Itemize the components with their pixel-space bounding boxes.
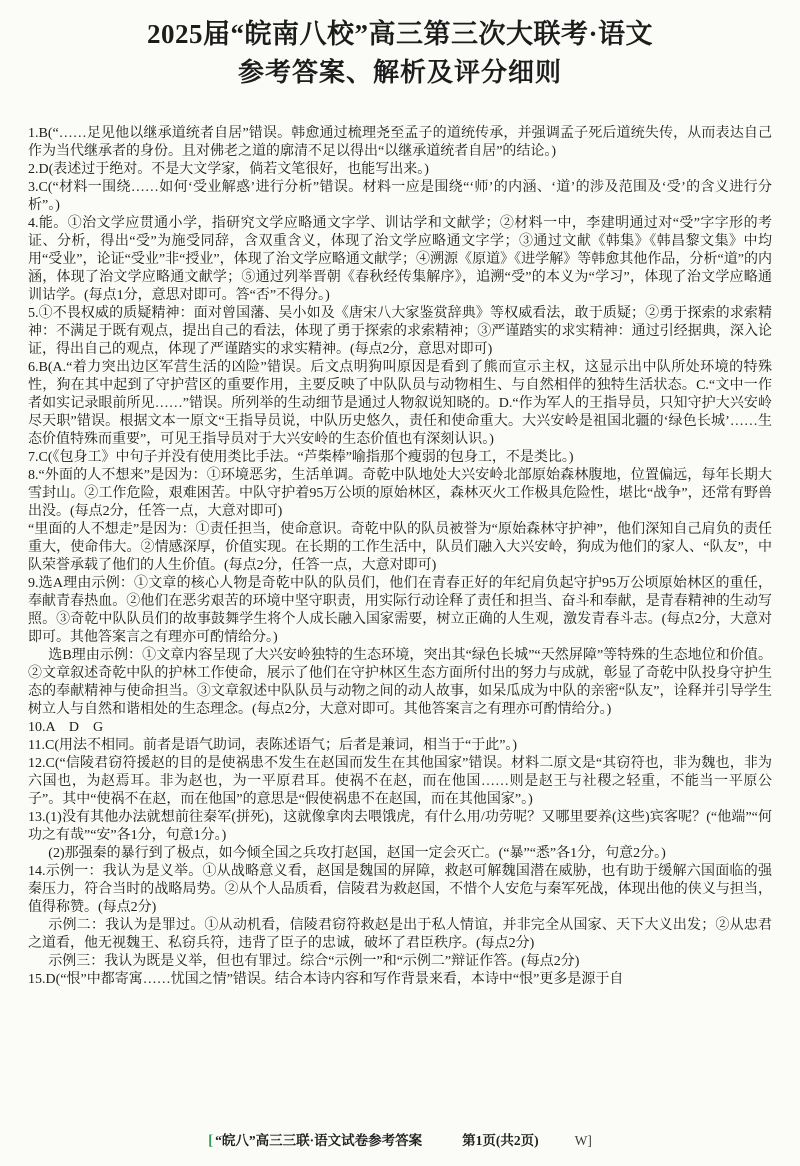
answer-number: 14. <box>28 864 46 880</box>
answer-number: 8. <box>28 468 39 484</box>
answer-1: 1.B(“……足见他以继承道统者自居”错误。韩愈通过梳理尧至孟子的道统传承，并强调孟子死后道统失传，从而表达自己作为当代继承者的身份。且对佛老之道的廓清不足以得出“以继承道统者自居”的结论。) <box>28 126 772 160</box>
answer-2: 2.D(表述过于绝对。不是大文学家，倘若文笔很好，也能写出来。) <box>28 162 429 178</box>
answer-9-p2: 选B理由示例：①文章内容呈现了大兴安岭独特的生态环境，突出其“绿色长城”“天然屏障”等特殊的生态地位和价值。②文章叙述奇乾中队的护林工作使命，展示了他们在守护林区生态方面所付出的努力与成就，彰显了奇乾中队投身守护生态的奉献精神与使命担当。③文章叙述中队队员与动物之间的动人故事，如呆瓜成为中队的亲密“队友”，诠释并引导学生树立人与自然和谐相处的生态理念。(每点2分，大意对即可。其他答案言之有理亦可酌情给分。) <box>28 648 772 718</box>
answer-10: 10.A D G <box>28 720 104 736</box>
answer-15: 15.D(“恨”中都寄寓……忧国之情”错误。结合本诗内容和写作背景来看，本诗中“恨”更多是源于自 <box>28 972 624 988</box>
answer-14-p1: 14.示例一：我认为是义举。①从战略意义看，赵国是魏国的屏障，救赵可解魏国潜在威胁，也有助于缓解六国面临的强秦压力，符合当时的战略局势。②从个人品质看，信陵君为救赵国，不惜个人安危与秦军死战，体现出他的侠义与担当，值得称赞。(每点2分) <box>28 864 772 916</box>
answer-3: 3.C(“材料一围绕……如何‘受业解惑’进行分析”错误。材料一应是围绕“‘师’的内涵、‘道’的涉及范围及‘受’的含义进行分析”。) <box>28 180 772 214</box>
page-footer <box>0 1129 800 1150</box>
answer-number: 1. <box>28 126 39 142</box>
answer-number: 11. <box>28 738 45 754</box>
answer-7: 7.C(《包身工》中句子并没有使用类比手法。“芦柴棒”喻指那个瘦弱的包身工，不是类比。) <box>28 450 574 466</box>
answer-11: 11.C(用法不相同。前者是语气助词，表陈述语气；后者是兼词，相当于“于此”。) <box>28 738 518 754</box>
answer-6: 6.B(A.“着力突出边区军营生活的凶险”错误。后文点明狗叫原因是看到了熊而宣示主权，这显示出中队所处环境的特殊性，狗在其中起到了守护营区的重要作用，主要反映了中队队员与动物相生、与自然相伴的独特生活状态。C.“文中一作者如实记录眼前所见……”错误。所列举的生动细节是通过人物叙说知晓的。D.“作为军人的王指导员，只知守护大兴安岭尽天职”错误。根据文本一原文“王指导员说，中队历史悠久，责任和使命重大。大兴安岭是祖国北疆的‘绿色长城’……生态价值特殊而重要”，可见王指导员对于大兴安岭的生态价值也有深刻认识。) <box>28 360 772 448</box>
answer-number: 4. <box>28 216 39 232</box>
footer-watermark: W] <box>574 1133 592 1148</box>
answer-4: 4.能。①治文学应贯通小学，指研究文学应略通文字学、训诂学和文献学；②材料一中，李建明通过对“受”字字形的考证、分析，得出“受”为施受同辞，含双重含义，体现了治文学应略通文字学；③通过文献《韩集》《韩昌黎文集》中均用“受业”，论证“受业”非“授业”，体现了治文学应略通文献学；④溯源《原道》《进学解》等韩愈其他作品，分析“道”的内涵，体现了治文学应略通文献学；⑤通过列举晋朝《春秋经传集解序》，追溯“受”的本义为“学习”，体现了治文学应略通训诂学。(每点1分，意思对即可。答“否”不得分。) <box>28 216 772 304</box>
answer-14-p2: 示例二：我认为是罪过。①从动机看，信陵君窃符救赵是出于私人情谊，并非完全从国家、天下大义出发；②从忠君之道看，他无视魏王、私窃兵符，违背了臣子的忠诚，破坏了君臣秩序。(每点2分) <box>28 918 772 952</box>
answer-number: 13. <box>28 810 46 826</box>
answer-number: 12. <box>28 756 46 772</box>
answer-number: 2. <box>28 162 39 178</box>
answer-13-p1: 13.(1)没有其他办法就想前往秦军(拼死)，这就像拿肉去喂饿虎，有什么用/功劳呢？又哪里要养(这些)宾客呢？(“他端”“何功之有哉”“安”各1分，句意1分。) <box>28 810 772 844</box>
answer-5: 5.①不畏权威的质疑精神：面对曾国藩、吴小如及《唐宋八大家鉴赏辞典》等权威看法，敢于质疑；②勇于探索的求索精神：不满足于既有观点，提出自己的看法，体现了勇于探索的求索精神；③严谨踏实的求实精神：通过引经据典，深入论证，得出自己的观点，体现了严谨踏实的求实精神。(每点2分，意思对即可) <box>28 306 772 358</box>
document-header <box>28 18 772 89</box>
answer-number: 6. <box>28 360 39 376</box>
answer-12: 12.C(“信陵君窃符援赵的目的是使祸患不发生在赵国而发生在其他国家”错误。材料二原文是“其窃符也，非为魏也，非为六国也，为赵焉耳。非为赵也，为一平原君耳。使祸不在赵，而在他国……则是赵王与社稷之轻重，不能当一平原公子”。其中“使祸不在赵，而在他国”的意思是“假使祸患不在赵国，而在其他国家”。) <box>28 756 772 808</box>
answer-number: 5. <box>28 306 39 322</box>
footer-title: “皖八”高三三联·语文试卷参考答案 <box>215 1133 423 1148</box>
answer-9-p1: 9.选A理由示例：①文章的核心人物是奇乾中队的队员们，他们在青春正好的年纪肩负起守护95万公顷原始林区的重任，奉献青春热血。②他们在恶劣艰苦的环境中坚守职责，用实际行动诠释了责任和担当、奋斗和奉献，是青春精神的生动写照。③奇乾中队队员们的故事鼓舞学生将个人成长融入国家需要，树立正确的人生观，激发青春斗志。(每点2分，大意对即可。其他答案言之有理亦可酌情给分。) <box>28 576 772 646</box>
answer-8-p2: “里面的人不想走”是因为：①责任担当，使命意识。奇乾中队的队员被誉为“原始森林守护神”，他们深知自己肩负的责任重大，使命伟大。②情感深厚，价值实现。在长期的工作生活中，队员们融入大兴安岭，狗成为他们的家人、“队友”，中队荣誉承载了他们的人生价值。(每点2分，任答一点，大意对即可) <box>28 522 772 574</box>
answer-number: 10. <box>28 720 46 736</box>
footer-bracket: [ <box>208 1133 214 1149</box>
answer-list <box>28 125 772 989</box>
answer-number: 3. <box>28 180 39 196</box>
page-title: 2025届“皖南八校”高三第三次大联考·语文 <box>146 19 653 49</box>
answer-14-p3: 示例三：我认为既是义举，但也有罪过。综合“示例一”和“示例二”辩证作答。(每点2分) <box>48 954 580 970</box>
answer-number: 15. <box>28 972 46 988</box>
answer-number: 9. <box>28 576 39 592</box>
answer-8-p1: 8.“外面的人不想来”是因为：①环境恶劣，生活单调。奇乾中队地处大兴安岭北部原始森林腹地，位置偏远，每年长期大雪封山。②工作危险，艰难困苦。中队守护着95万公顷的原始林区，森林灭火工作极具危险性，堪比“战争”，还常有野兽出没。(每点2分，任答一点，大意对即可) <box>28 468 772 520</box>
page-subtitle: 参考答案、解析及评分细则 <box>237 57 562 87</box>
answer-number: 7. <box>28 450 39 466</box>
answer-13-p2: (2)那强秦的暴行到了极点，如今倾全国之兵攻打赵国，赵国一定会灭亡。(“暴”“悉”各1分，句意2分。) <box>48 846 666 862</box>
footer-page-number: 第1页(共2页) <box>462 1133 539 1148</box>
